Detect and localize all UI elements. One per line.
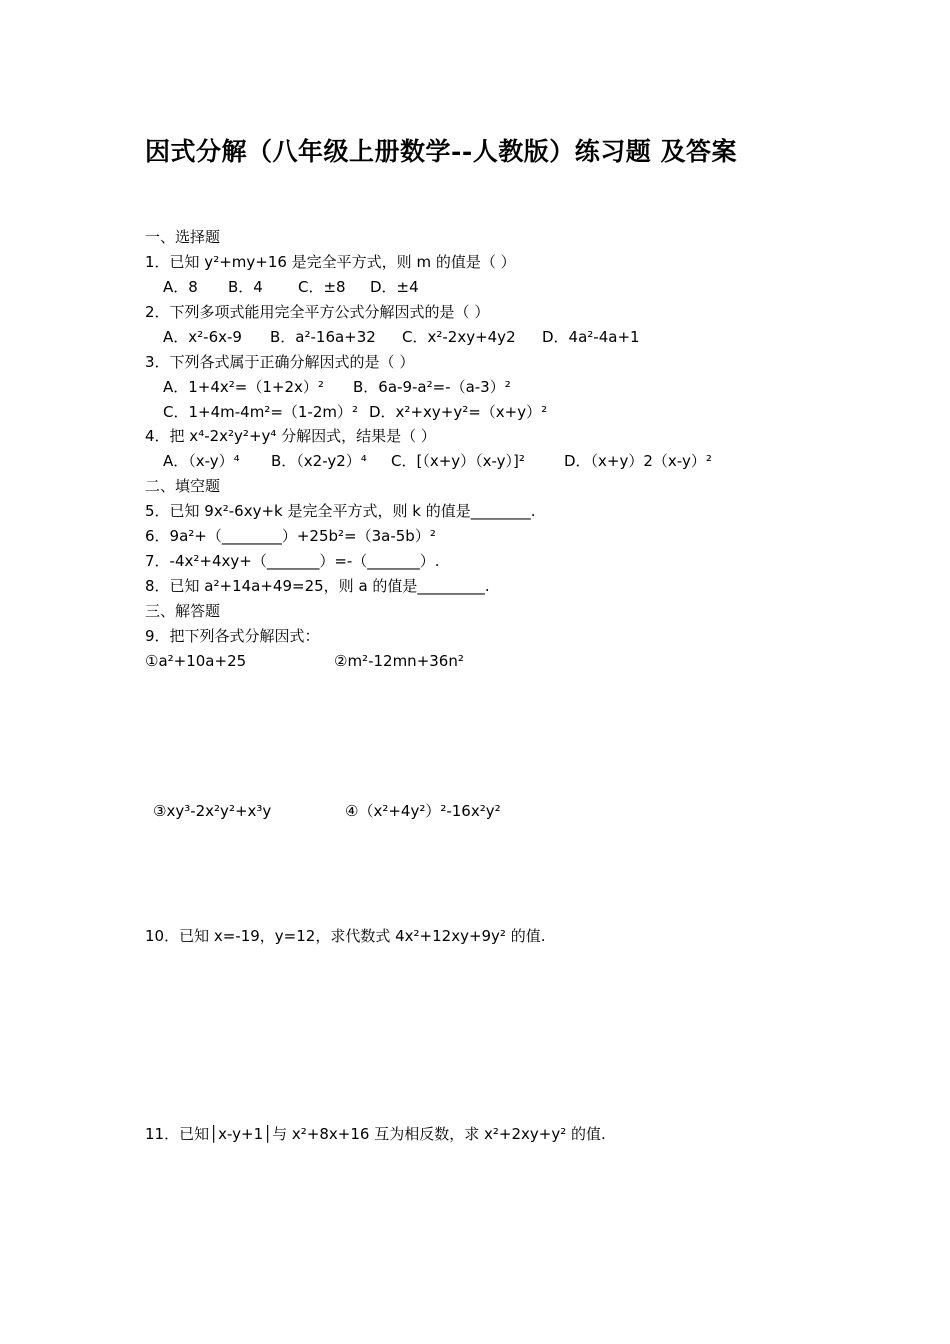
question-9-part-1: ①a²+10a+25	[145, 652, 247, 670]
question-9: 9．把下列各式分解因式：	[145, 627, 320, 645]
question-1: 1．已知 y²+my+16 是完全平方式，则 m 的值是（ ）	[145, 253, 516, 271]
options-1: A．8 B．4 C．±8 D．±4	[163, 278, 419, 296]
question-6: 6．9a²+（________）+25b²=（3a-5b）²	[145, 527, 436, 545]
question-9-part-4: ④（x²+4y²）²-16x²y²	[345, 802, 501, 820]
page-title: 因式分解（八年级上册数学--人教版）练习题 及答案	[145, 137, 737, 166]
question-8: 8．已知 a²+14a+49=25，则 a 的值是_________.	[145, 577, 490, 595]
options-4: A．（x-y）⁴ B．（x2-y2）⁴ C．[（x+y）（x-y）]² D．（x+y）2（x-y）²	[163, 452, 712, 470]
section-heading-choice: 一、选择题	[145, 228, 221, 246]
question-7: 7．-4x²+4xy+（_______）=-（_______）.	[145, 552, 440, 570]
question-9-part-3: ③xy³-2x²y²+x³y	[153, 802, 272, 820]
question-5: 5．已知 9x²-6xy+k 是完全平方式，则 k 的值是________.	[145, 502, 536, 520]
question-4: 4．把 x⁴-2x²y²+y⁴ 分解因式，结果是（ ）	[145, 427, 436, 445]
options-2: A．x²-6x-9 B．a²-16a+32 C．x²-2xy+4y2 D．4a²-4a+1	[163, 328, 640, 346]
question-10: 10．已知 x=-19，y=12，求代数式 4x²+12xy+9y² 的值.	[145, 927, 546, 945]
question-2: 2．下列多项式能用完全平方公式分解因式的是（ ）	[145, 303, 490, 321]
section-heading-solve: 三、解答题	[145, 602, 221, 620]
options-3-row-2: C．1+4m-4m²=（1-2m）² D．x²+xy+y²=（x+y）²	[163, 403, 548, 421]
options-3-row-1: A．1+4x²=（1+2x）² B．6a-9-a²=-（a-3）²	[163, 378, 511, 396]
section-heading-fill: 二、填空题	[145, 477, 221, 495]
question-11: 11．已知│x-y+1│与 x²+8x+16 互为相反数，求 x²+2xy+y² 的值.	[145, 1125, 606, 1143]
question-3: 3．下列各式属于正确分解因式的是（ ）	[145, 353, 415, 371]
question-9-part-2: ②m²-12mn+36n²	[334, 652, 464, 670]
